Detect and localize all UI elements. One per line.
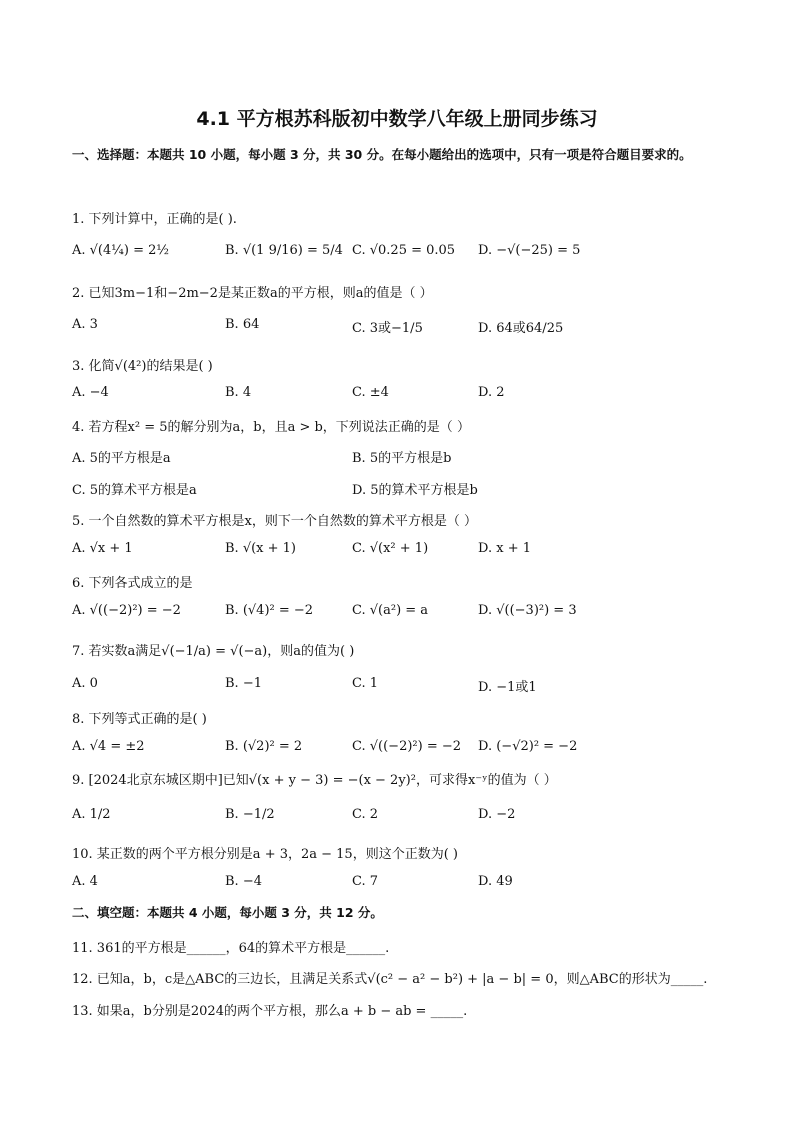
- option-a: A. √x + 1: [72, 541, 133, 556]
- option-b: B. (√4)² = −2: [225, 603, 314, 618]
- question-1: 1. 下列计算中，正确的是( ).: [72, 212, 237, 227]
- option-d: D. 2: [478, 385, 505, 400]
- option-a: A. 0: [72, 676, 98, 691]
- option-c: C. √((−2)²) = −2: [352, 739, 462, 754]
- question-5: 5. 一个自然数的算术平方根是x，则下一个自然数的算术平方根是（ ）: [72, 514, 477, 529]
- option-c: C. 1: [352, 676, 379, 691]
- option-b: B. (√2)² = 2: [225, 739, 303, 754]
- question-12: 12. 已知a，b，c是△ABC的三边长，且满足关系式√(c² − a² − b²) + |a − b| = 0，则△ABC的形状为_____.: [72, 972, 708, 987]
- option-d: D. 49: [478, 874, 513, 889]
- option-a: A. 5的平方根是a: [72, 451, 171, 466]
- question-6-options: [72, 603, 732, 625]
- option-a: A. √(4¼) = 2½: [72, 243, 169, 258]
- option-a: A. 3: [72, 317, 98, 332]
- question-8-options: [72, 739, 732, 761]
- option-c: C. √0.25 = 0.05: [352, 243, 456, 258]
- option-d: D. −2: [478, 807, 516, 822]
- question-8: 8. 下列等式正确的是( ): [72, 712, 207, 727]
- option-a: A. 4: [72, 874, 98, 889]
- question-7: 7. 若实数a满足√(−1/a) = √(−a)，则a的值为( ): [72, 644, 355, 659]
- question-2-options: [72, 317, 732, 339]
- option-d: D. −√(−25) = 5: [478, 243, 581, 258]
- option-a: A. 1/2: [72, 807, 111, 822]
- page-title: 4.1 平方根苏科版初中数学八年级上册同步练习: [196, 108, 598, 130]
- question-9-options: [72, 807, 732, 829]
- question-10-options: [72, 874, 732, 896]
- question-5-options: [72, 541, 732, 563]
- question-3: 3. 化简√(4²)的结果是( ): [72, 359, 213, 374]
- option-b: B. √(1 9/16) = 5/4: [225, 243, 343, 258]
- option-d: D. (−√2)² = −2: [478, 739, 578, 754]
- question-3-options: [72, 385, 732, 407]
- option-b: B. −4: [225, 874, 262, 889]
- question-4: 4. 若方程x² = 5的解分别为a，b，且a > b，下列说法正确的是（ ）: [72, 420, 470, 435]
- option-c: C. 5的算术平方根是a: [72, 483, 197, 498]
- option-b: B. −1/2: [225, 807, 275, 822]
- question-13: 13. 如果a，b分别是2024的两个平方根，那么a + b − ab = _____.: [72, 1004, 468, 1019]
- option-d: D. x + 1: [478, 541, 531, 556]
- option-c: C. 7: [352, 874, 379, 889]
- option-c: C. √(x² + 1): [352, 541, 429, 556]
- option-b: B. 5的平方根是b: [352, 451, 452, 466]
- section-heading-choice: 一、选择题：本题共 10 小题，每小题 3 分，共 30 分。在每小题给出的选项中，只有一项是符合题目要求的。: [72, 147, 692, 162]
- question-1-options: [72, 243, 732, 265]
- question-4-options-row2: [72, 479, 732, 501]
- question-4-options-row1: [72, 447, 732, 469]
- section-heading-fill: 二、填空题：本题共 4 小题，每小题 3 分，共 12 分。: [72, 905, 383, 920]
- option-b: B. −1: [225, 676, 262, 691]
- question-11: 11. 361的平方根是______，64的算术平方根是______.: [72, 941, 390, 956]
- question-7-options: [72, 676, 732, 698]
- question-2: 2. 已知3m−1和−2m−2是某正数a的平方根，则a的值是（ ）: [72, 286, 433, 301]
- option-c: C. ±4: [352, 385, 389, 400]
- question-10: 10. 某正数的两个平方根分别是a + 3，2a − 15，则这个正数为( ): [72, 847, 458, 862]
- question-9: 9. [2024北京东城区期中]已知√(x + y − 3) = −(x − 2y)²，可求得x⁻ʸ的值为（ ）: [72, 773, 557, 788]
- option-c: C. 3或−1/5: [352, 321, 423, 336]
- option-d: D. 5的算术平方根是b: [352, 483, 478, 498]
- option-a: A. √((−2)²) = −2: [72, 603, 181, 618]
- option-c: C. √(a²) = a: [352, 603, 429, 618]
- option-c: C. 2: [352, 807, 379, 822]
- option-b: B. √(x + 1): [225, 541, 297, 556]
- option-d: D. 64或64/25: [478, 321, 564, 336]
- option-b: B. 4: [225, 385, 252, 400]
- option-a: A. −4: [72, 385, 109, 400]
- option-b: B. 64: [225, 317, 260, 332]
- question-6: 6. 下列各式成立的是: [72, 576, 193, 591]
- option-a: A. √4 = ±2: [72, 739, 145, 754]
- option-d: D. √((−3)²) = 3: [478, 603, 577, 618]
- option-d: D. −1或1: [478, 680, 537, 695]
